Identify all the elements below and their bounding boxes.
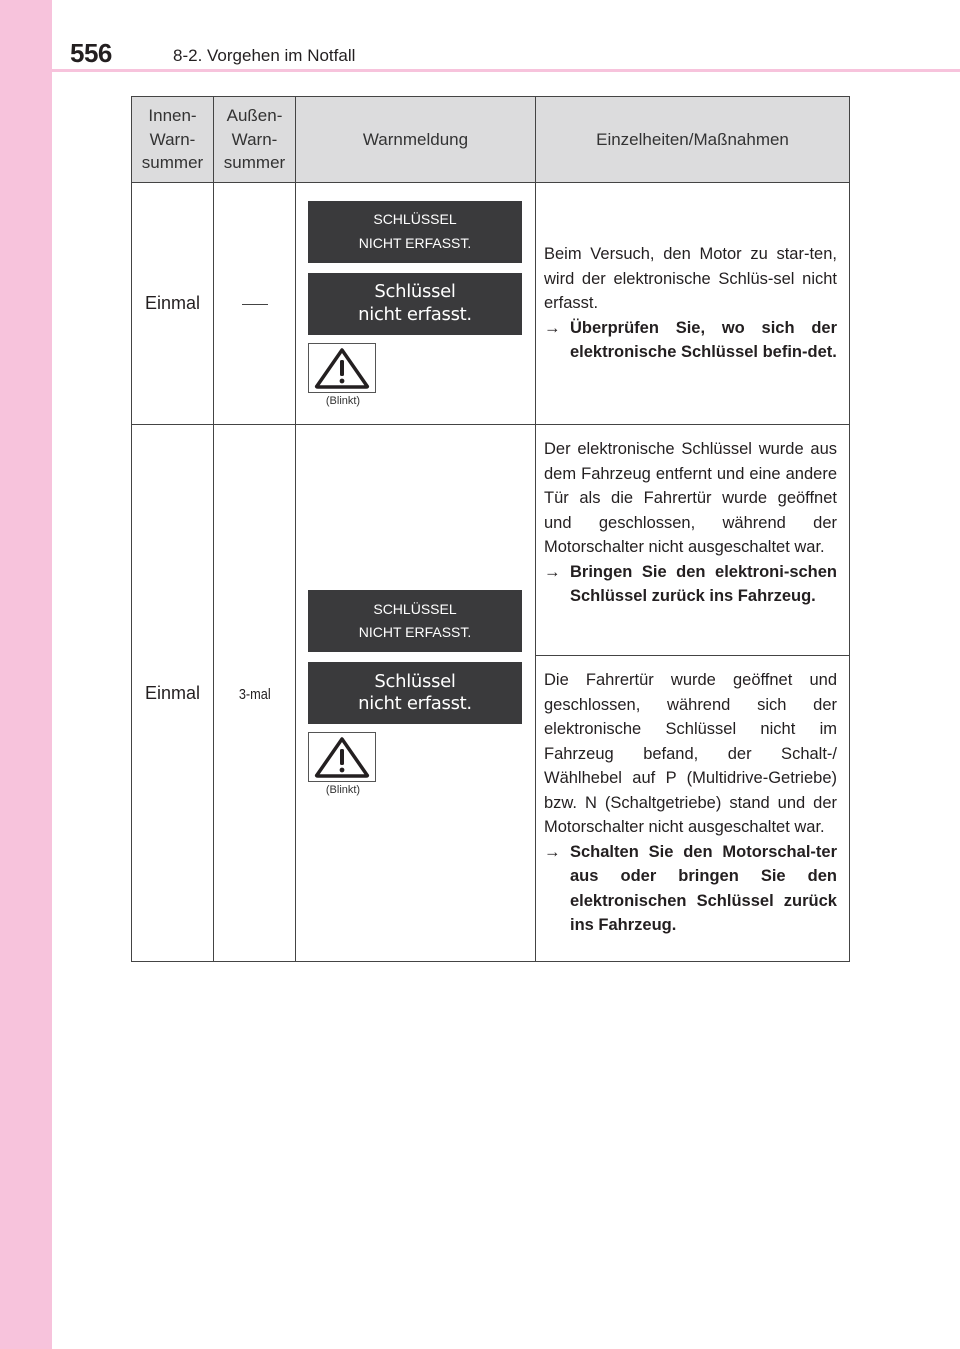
table-row bbox=[132, 425, 850, 962]
header-inner-buzzer: Innen- Warn- summer bbox=[132, 97, 214, 183]
details-block bbox=[536, 656, 849, 950]
arrow-icon: → bbox=[544, 842, 561, 861]
dash-mark bbox=[242, 304, 268, 305]
table-row bbox=[132, 183, 850, 425]
header-message: Warnmeldung bbox=[296, 97, 536, 183]
display-message-lower: Schlüssel nicht erfasst. bbox=[308, 273, 522, 335]
header-outer-buzzer: Außen- Warn- summer bbox=[214, 97, 296, 183]
inner-buzzer-cell: Einmal bbox=[132, 425, 214, 962]
warning-triangle-icon bbox=[308, 732, 376, 782]
details-action: → Schalten Sie den Motorschal-ter aus oder bringen Sie den elektronischen Schlüssel zurück ins Fahrzeug. bbox=[544, 840, 837, 938]
display-message-upper: SCHLÜSSEL NICHT ERFASST. bbox=[308, 201, 522, 263]
blink-label: (Blinkt) bbox=[325, 394, 361, 407]
details-block bbox=[536, 230, 849, 377]
table-header-row bbox=[132, 97, 850, 183]
arrow-icon: → bbox=[544, 318, 561, 337]
outer-buzzer-cell: 3-mal bbox=[214, 425, 296, 962]
side-color-band bbox=[0, 0, 52, 1349]
details-text: Die Fahrertür wurde geöffnet und geschlossen, während sich der elektronische Schlüssel nicht im Fahrzeug befand, der Schalt-/ Wählhebel auf P (Multidrive-Getriebe) bzw. N (Schaltgetriebe) stand und der Motorschalter nicht ausgeschaltet war. bbox=[544, 671, 837, 836]
details-text: Der elektronische Schlüssel wurde aus dem Fahrzeug entfernt und eine andere Tür als die Fahrertür wurde geöffnet und geschlossen, während der Motorschalter nicht ausgeschaltet war. bbox=[544, 440, 837, 556]
message-cell bbox=[296, 183, 536, 425]
details-cell bbox=[536, 183, 850, 425]
section-title: 8-2. Vorgehen im Notfall bbox=[173, 46, 356, 65]
details-action: → Überprüfen Sie, wo sich der elektronische Schlüssel befin-det. bbox=[544, 316, 837, 365]
display-message-upper: SCHLÜSSEL NICHT ERFASST. bbox=[308, 590, 522, 652]
details-text: Beim Versuch, den Motor zu star-ten, wird der elektronische Schlüs-sel nicht erfasst. bbox=[544, 245, 837, 313]
details-block bbox=[536, 425, 849, 655]
warning-triangle-icon bbox=[308, 343, 376, 393]
outer-buzzer-cell bbox=[214, 183, 296, 425]
display-message-lower: Schlüssel nicht erfasst. bbox=[308, 662, 522, 724]
warning-table bbox=[131, 96, 850, 962]
details-action: → Bringen Sie den elektroni-schen Schlüssel zurück ins Fahrzeug. bbox=[544, 560, 837, 609]
message-cell bbox=[296, 425, 536, 962]
page-number: 556 bbox=[70, 38, 112, 68]
header-divider bbox=[52, 69, 960, 72]
blink-label: (Blinkt) bbox=[325, 784, 361, 796]
header-details: Einzelheiten/Maßnahmen bbox=[536, 97, 850, 183]
arrow-icon: → bbox=[544, 562, 561, 581]
details-cell bbox=[536, 425, 850, 962]
inner-buzzer-cell: Einmal bbox=[132, 183, 214, 425]
